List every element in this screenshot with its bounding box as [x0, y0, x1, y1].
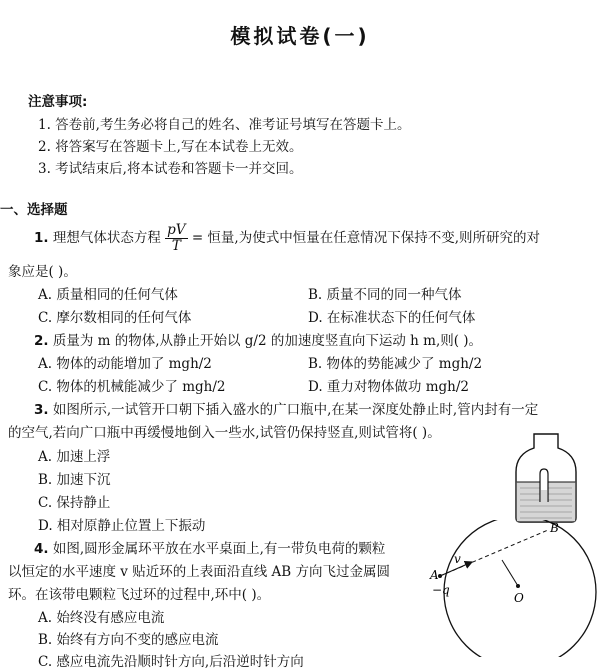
label-a: A	[430, 568, 439, 582]
question-4-option-b[interactable]: B. 始终有方向不变的感应电流	[38, 632, 219, 648]
fraction-denominator: T	[171, 238, 181, 254]
question-3-line-2: 的空气,若向广口瓶中再缓慢地倒入一些水,试管仍保持竖直,则试管将( )。	[8, 425, 441, 441]
ring-figure	[428, 520, 598, 657]
question-1-option-a[interactable]: A. 质量相同的任何气体	[38, 287, 178, 303]
note-item-1: 1. 答卷前,考生务必将自己的姓名、准考证号填写在答题卡上。	[38, 117, 411, 133]
question-4-line-1	[34, 537, 385, 557]
question-2-option-a[interactable]: A. 物体的动能增加了 mgh/2	[38, 356, 212, 372]
label-b: B	[550, 521, 559, 535]
question-2-stem	[34, 329, 482, 349]
question-1-fraction	[165, 221, 187, 254]
question-2-option-b[interactable]: B. 物体的势能减少了 mgh/2	[308, 356, 483, 372]
section-heading: 一、选择题	[0, 202, 68, 218]
label-charge: −q	[432, 583, 450, 597]
notes-heading: 注意事项:	[28, 94, 88, 110]
question-1-option-d[interactable]: D. 在标准状态下的任何气体	[308, 310, 476, 326]
question-2-number: 2.	[34, 333, 49, 349]
bottle-figure	[510, 432, 582, 526]
question-2-text: 质量为 m 的物体,从静止开始以 g/2 的加速度竖直向下运动 h m,则( )。	[52, 333, 483, 349]
question-1-option-c[interactable]: C. 摩尔数相同的任何气体	[38, 310, 192, 326]
question-4-number: 4.	[34, 541, 49, 557]
question-4-line-2: 以恒定的水平速度 v 贴近环的上表面沿直线 AB 方向飞过金属圆	[8, 564, 390, 580]
question-1-number: 1.	[34, 230, 49, 246]
question-2-option-c[interactable]: C. 物体的机械能减少了 mgh/2	[38, 379, 226, 395]
question-3-line-1	[34, 398, 538, 418]
question-1-line-1	[34, 222, 540, 254]
label-v: v	[454, 552, 461, 566]
note-item-3: 3. 考试结束后,将本试卷和答题卡一并交回。	[38, 161, 303, 177]
question-4-option-a[interactable]: A. 始终没有感应电流	[38, 610, 165, 626]
question-3-text-1: 如图所示,一试管开口朝下插入盛水的广口瓶中,在某一深度处静止时,管内封有一定	[52, 402, 539, 418]
fraction-numerator: pV	[167, 221, 186, 238]
question-2-option-d[interactable]: D. 重力对物体做功 mgh/2	[308, 379, 469, 395]
question-3-option-a[interactable]: A. 加速上浮	[38, 449, 111, 465]
question-1-post: = 恒量,为使式中恒量在任意情况下保持不变,则所研究的对	[191, 230, 541, 246]
question-3-number: 3.	[34, 402, 49, 418]
radius-line	[502, 560, 518, 586]
question-4-text-1: 如图,圆形金属环平放在水平桌面上,有一带负电荷的颗粒	[52, 541, 386, 557]
question-1-pre: 理想气体状态方程	[52, 230, 161, 246]
question-3-option-c[interactable]: C. 保持静止	[38, 495, 111, 511]
note-item-2: 2. 将答案写在答题卡上,写在本试卷上无效。	[38, 139, 303, 155]
question-1-option-b[interactable]: B. 质量不同的同一种气体	[308, 287, 462, 303]
label-o: O	[514, 591, 524, 605]
page-title: 模拟试卷(一)	[230, 24, 370, 48]
question-1-line-2: 象应是( )。	[8, 264, 77, 280]
question-3-option-d[interactable]: D. 相对原静止位置上下振动	[38, 518, 206, 534]
ring-center	[516, 584, 520, 588]
question-4-line-3: 环。在该带电颗粒飞过环的过程中,环中( )。	[8, 587, 271, 603]
question-3-option-b[interactable]: B. 加速下沉	[38, 472, 111, 488]
question-4-option-c[interactable]: C. 感应电流先沿顺时针方向,后沿逆时针方向	[38, 654, 304, 670]
metal-ring	[444, 520, 596, 657]
